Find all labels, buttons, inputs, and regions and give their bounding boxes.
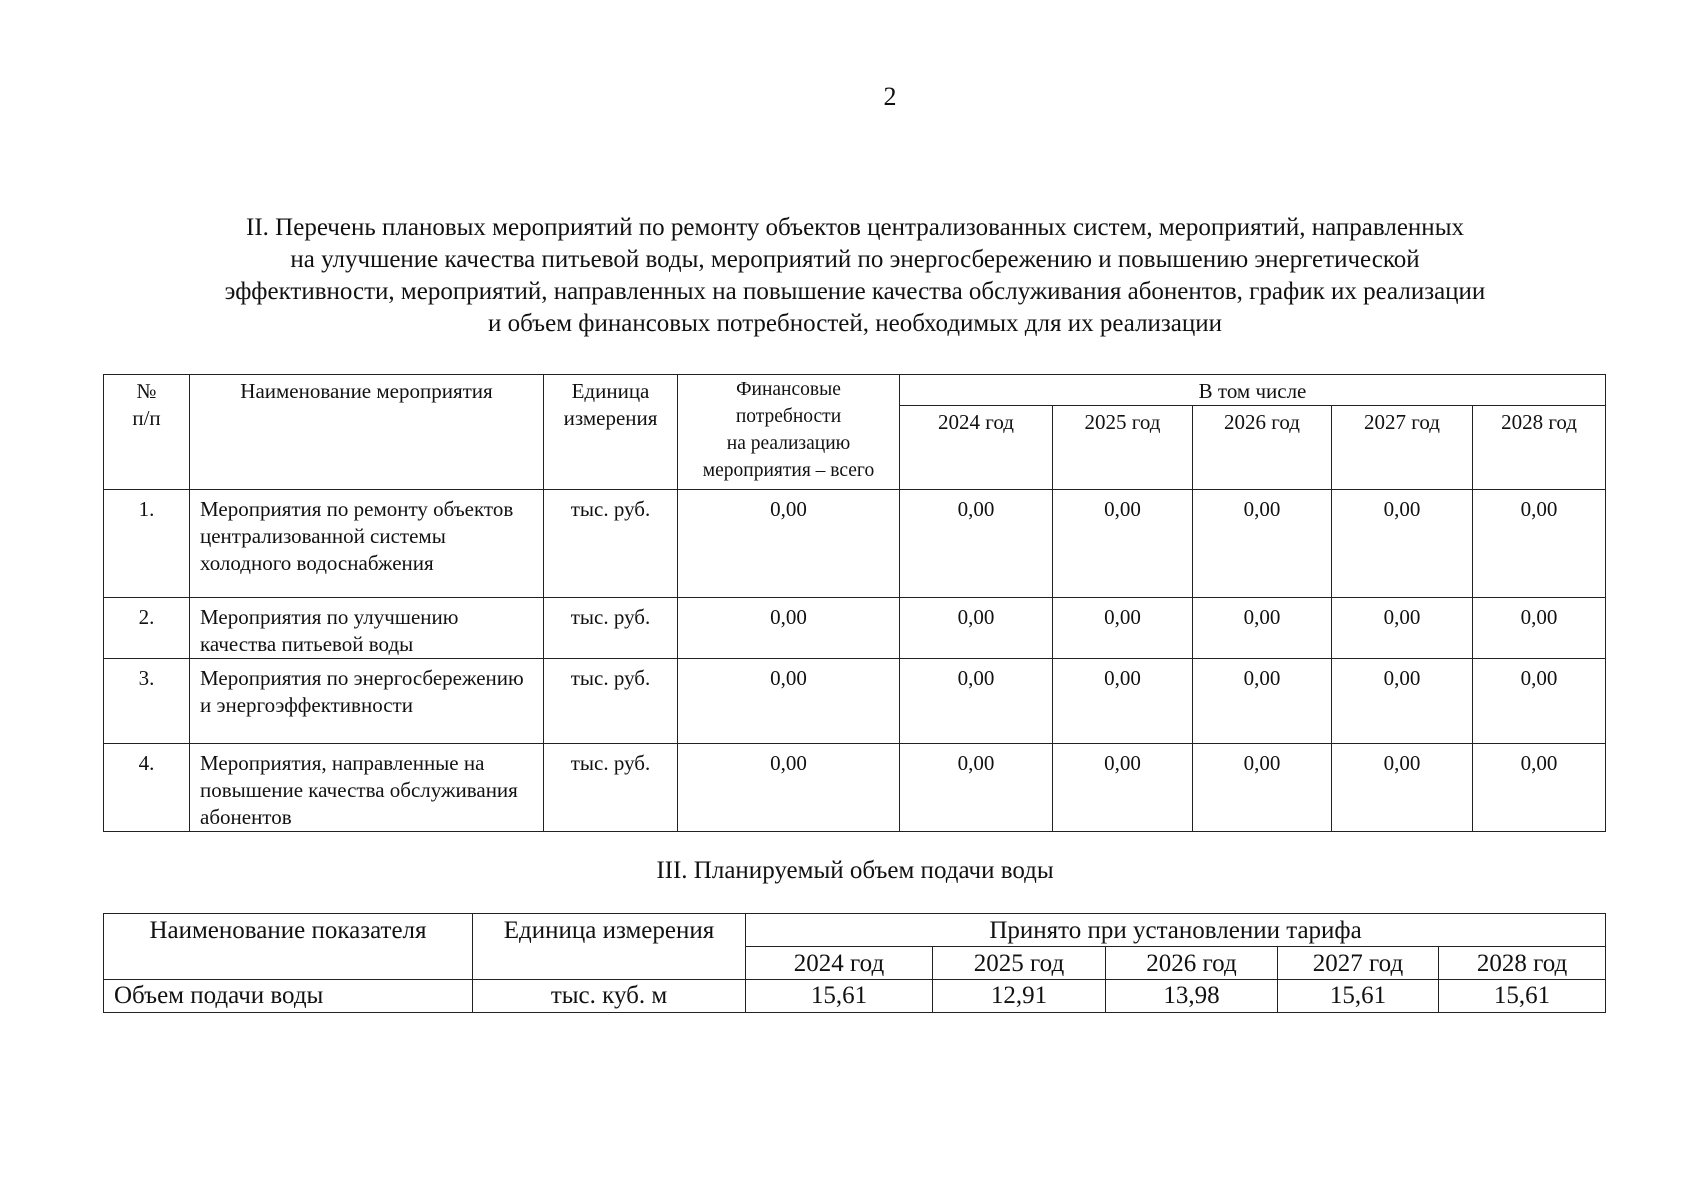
row-number: 2. <box>104 598 190 659</box>
row-value: 15,61 <box>1439 980 1606 1013</box>
header-unit: Единица измерения <box>544 375 678 490</box>
header-accepted-tariff: Принято при установлении тарифа <box>746 914 1606 947</box>
table-row <box>104 744 1606 832</box>
header-name: Наименование мероприятия <box>190 375 544 490</box>
row-value: 0,00 <box>900 598 1053 659</box>
row-unit: тыс. руб. <box>544 744 678 832</box>
row-value: 0,00 <box>1053 659 1193 744</box>
row-value: 0,00 <box>1473 490 1606 598</box>
table-row <box>104 659 1606 744</box>
row-total: 0,00 <box>678 659 900 744</box>
row-number: 1. <box>104 490 190 598</box>
row-name: Мероприятия по энергосбережению и энергоэффективности <box>190 659 544 744</box>
row-value: 13,98 <box>1106 980 1278 1013</box>
row-value: 0,00 <box>1332 490 1473 598</box>
table-row <box>104 598 1606 659</box>
header-year: 2026 год <box>1106 947 1278 980</box>
header-year: 2025 год <box>933 947 1106 980</box>
row-value: 0,00 <box>1053 744 1193 832</box>
header-year: 2024 год <box>900 406 1053 490</box>
header-year: 2028 год <box>1439 947 1606 980</box>
row-value: 0,00 <box>1053 598 1193 659</box>
row-unit: тыс. руб. <box>544 659 678 744</box>
row-name: Мероприятия, направленные на повышение качества обслуживания абонентов <box>190 744 544 832</box>
row-value: 0,00 <box>1332 744 1473 832</box>
row-value: 0,00 <box>900 490 1053 598</box>
row-name: Объем подачи воды <box>104 980 473 1013</box>
row-number: 3. <box>104 659 190 744</box>
header-financial-needs: Финансовые потребности на реализацию мероприятия – всего <box>678 375 900 490</box>
row-unit: тыс. руб. <box>544 490 678 598</box>
row-value: 0,00 <box>900 659 1053 744</box>
row-number: 4. <box>104 744 190 832</box>
header-indicator-name: Наименование показателя <box>104 914 473 980</box>
row-value: 0,00 <box>1053 490 1193 598</box>
section-2-title <box>120 212 1590 340</box>
row-value: 0,00 <box>1473 598 1606 659</box>
row-unit: тыс. руб. <box>544 598 678 659</box>
row-total: 0,00 <box>678 744 900 832</box>
row-value: 12,91 <box>933 980 1106 1013</box>
row-unit: тыс. куб. м <box>473 980 746 1013</box>
row-total: 0,00 <box>678 490 900 598</box>
header-year: 2027 год <box>1278 947 1439 980</box>
water-supply-table <box>103 913 1606 1013</box>
section-2-title-line: II. Перечень плановых мероприятий по ремонту объектов централизованных систем, мероприятий, направленных <box>246 214 1464 241</box>
header-year: 2024 год <box>746 947 933 980</box>
row-value: 0,00 <box>1332 659 1473 744</box>
header-unit: Единица измерения <box>473 914 746 980</box>
header-year: 2027 год <box>1332 406 1473 490</box>
table-row <box>104 490 1606 598</box>
header-including: В том числе <box>900 375 1606 406</box>
row-name: Мероприятия по улучшению качества питьевой воды <box>190 598 544 659</box>
table-row <box>104 980 1606 1013</box>
page-number: 2 <box>883 82 897 111</box>
row-value: 0,00 <box>1473 659 1606 744</box>
row-value: 0,00 <box>1193 598 1332 659</box>
row-value: 0,00 <box>1332 598 1473 659</box>
header-year: 2025 год <box>1053 406 1193 490</box>
row-value: 0,00 <box>900 744 1053 832</box>
row-total: 0,00 <box>678 598 900 659</box>
row-value: 0,00 <box>1193 490 1332 598</box>
row-name: Мероприятия по ремонту объектов централизованной системы холодного водоснабжения <box>190 490 544 598</box>
row-value: 15,61 <box>1278 980 1439 1013</box>
row-value: 0,00 <box>1473 744 1606 832</box>
row-value: 0,00 <box>1193 744 1332 832</box>
section-3-title: III. Планируемый объем подачи воды <box>656 857 1054 884</box>
measures-table <box>103 374 1606 832</box>
header-year: 2026 год <box>1193 406 1332 490</box>
header-year: 2028 год <box>1473 406 1606 490</box>
row-value: 15,61 <box>746 980 933 1013</box>
section-2-title-line: на улучшение качества питьевой воды, мероприятий по энергосбережению и повышению энергетической <box>290 246 1420 273</box>
section-2-title-line: и объем финансовых потребностей, необходимых для их реализации <box>487 310 1223 337</box>
section-2-title-line: эффективности, мероприятий, направленных на повышение качества обслуживания абонентов, график их реализации <box>224 278 1486 305</box>
header-num: № п/п <box>104 375 190 490</box>
row-value: 0,00 <box>1193 659 1332 744</box>
